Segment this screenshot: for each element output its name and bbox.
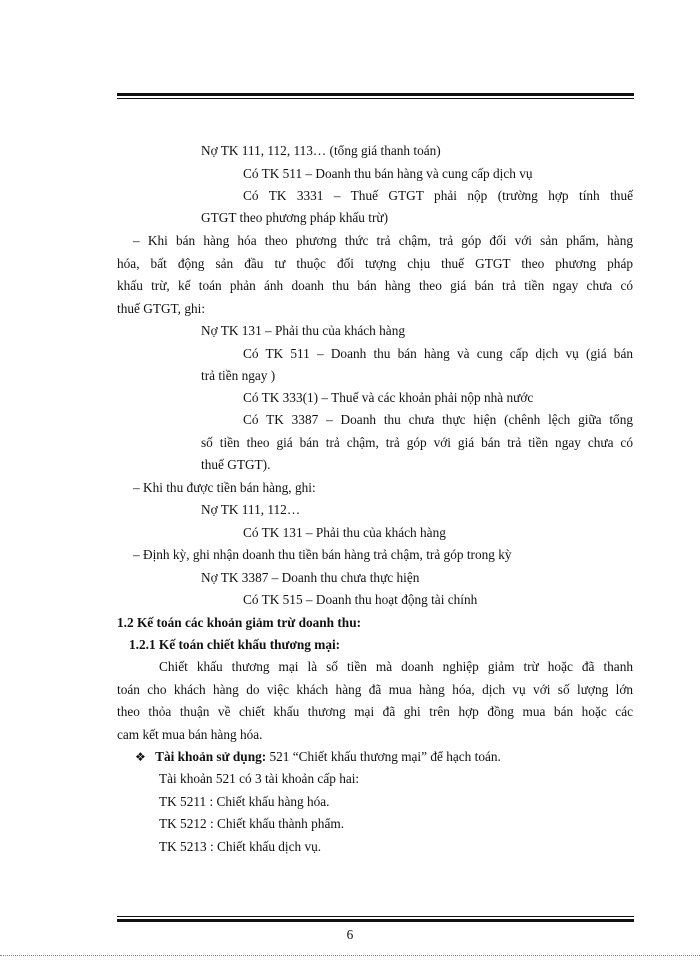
paragraph-line: toán cho khách hàng do việc khách hàng đã mua hàng hóa, dịch vụ với số lượng lớn (117, 682, 633, 697)
bullet-line (135, 749, 501, 765)
text-line: thuế GTGT). (201, 457, 271, 472)
text-line: Nợ TK 131 – Phải thu của khách hàng (201, 323, 405, 338)
text-line: – Định kỳ, ghi nhận doanh thu tiền bán hàng trả chậm, trả góp trong kỳ (133, 547, 512, 562)
text-line: Có TK 515 – Doanh thu hoạt động tài chính (243, 592, 478, 607)
text-line: Nợ TK 111, 112… (201, 502, 301, 517)
text-line: – Khi bán hàng hóa theo phương thức trả chậm, trả góp đối với sản phẩm, hàng (133, 233, 633, 248)
list-item: Tài khoản 521 có 3 tài khoản cấp hai: (159, 771, 360, 786)
list-item: TK 5212 : Chiết khấu thành phẩm. (159, 816, 345, 831)
list-item: TK 5213 : Chiết khấu dịch vụ. (159, 839, 322, 854)
footer-rule (117, 916, 634, 922)
section-heading: 1.2 Kế toán các khoản giảm trừ doanh thu: (117, 615, 362, 630)
diamond-bullet-icon: ❖ (135, 750, 146, 764)
list-item: TK 5211 : Chiết khấu hàng hóa. (159, 794, 330, 809)
subsection-heading: 1.2.1 Kế toán chiết khấu thương mại: (129, 637, 341, 652)
page-break-line (0, 955, 700, 956)
bullet-label: Tài khoản sử dụng: (155, 749, 267, 764)
bullet-text: 521 “Chiết khấu thương mại” để hạch toán. (266, 749, 501, 764)
text-line: Nợ TK 111, 112, 113… (tổng giá thanh toán) (201, 143, 441, 158)
text-line: số tiền theo giá bán trả chậm, trả góp với giá bán trả tiền ngay chưa có (201, 435, 633, 450)
paragraph-line: cam kết mua bán hàng hóa. (117, 727, 263, 742)
text-line: GTGT theo phương pháp khấu trừ) (201, 210, 389, 225)
text-line: Có TK 511 – Doanh thu bán hàng và cung cấp dịch vụ (giá bán (243, 346, 633, 361)
text-line: Có TK 3387 – Doanh thu chưa thực hiện (chênh lệch giữa tổng (243, 412, 633, 427)
text-line: thuế GTGT, ghi: (117, 301, 206, 316)
paragraph-line: Chiết khấu thương mại là số tiền mà doanh nghiệp giảm trừ hoặc đã thanh (159, 659, 633, 674)
page-number: 6 (346, 927, 354, 942)
text-line: Có TK 333(1) – Thuế và các khoản phải nộp nhà nước (243, 390, 534, 405)
text-line: Có TK 131 – Phải thu của khách hàng (243, 525, 446, 540)
text-line: – Khi thu được tiền bán hàng, ghi: (133, 480, 316, 495)
text-line: trả tiền ngay ) (201, 368, 276, 383)
header-rule (117, 93, 634, 99)
paragraph-line: theo thỏa thuận về chiết khấu thương mại đã ghi trên hợp đồng mua bán hoặc các (117, 704, 633, 719)
text-line: hóa, bất động sản đầu tư thuộc đối tượng chịu thuế GTGT theo phương pháp (117, 256, 633, 271)
text-line: khấu trừ, kế toán phản ánh doanh thu bán hàng theo giá bán trả tiền ngay chưa có (117, 278, 633, 293)
text-line: Có TK 511 – Doanh thu bán hàng và cung cấp dịch vụ (243, 166, 533, 181)
text-line: Nợ TK 3387 – Doanh thu chưa thực hiện (201, 570, 420, 585)
text-line: Có TK 3331 – Thuế GTGT phải nộp (trường hợp tính thuế (243, 188, 633, 203)
